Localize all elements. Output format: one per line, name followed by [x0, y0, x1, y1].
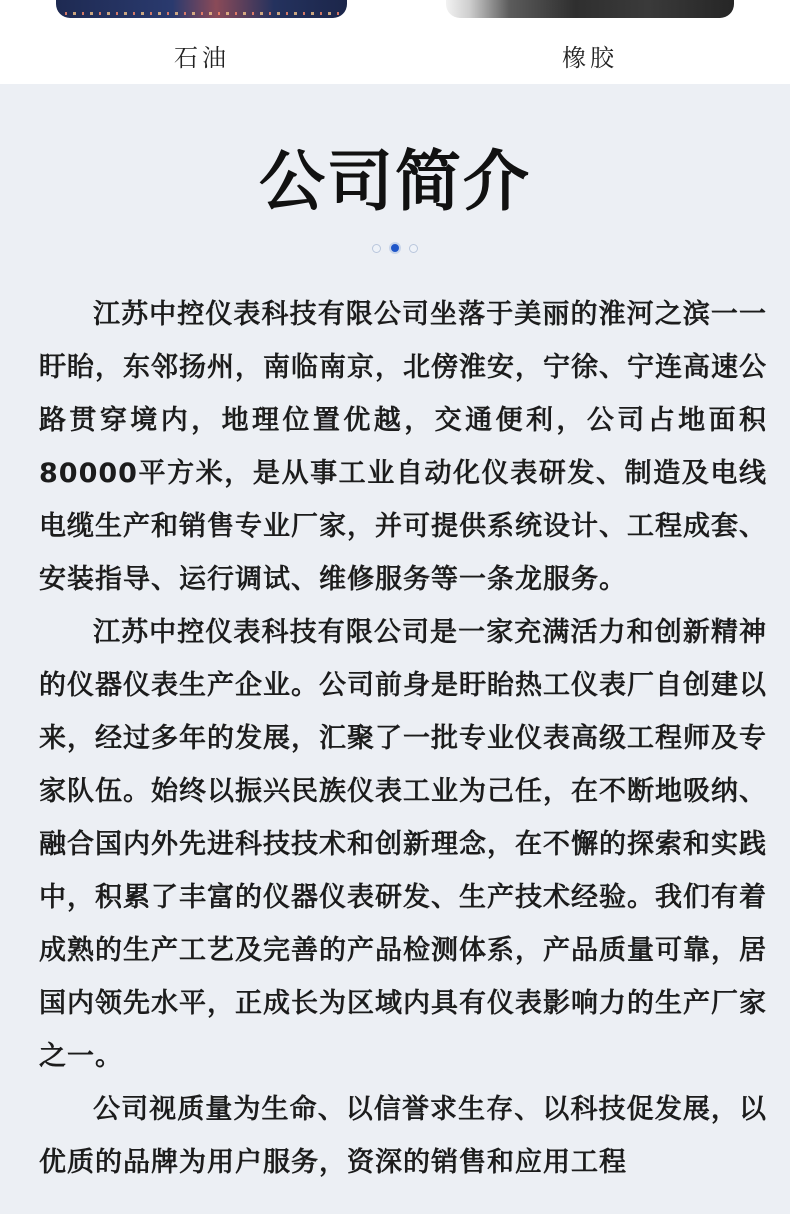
- intro-paragraph-2: 江苏中控仪表科技有限公司是一家充满活力和创新精神的仪器仪表生产企业。公司前身是盱眙热工仪表厂自创建以来，经过多年的发展，汇聚了一批专业仪表高级工程师及专家队伍。始终以振兴民族仪表工业为己任，在不断地吸纳、融合国内外先进科技技术和创新理念，在不懈的探索和实践中，积累了丰富的仪器仪表研发、生产技术经验。我们有着成熟的生产工艺及完善的产品检测体系，产品质量可靠，居国内领先水平，正成长为区域内具有仪表影响力的生产厂家之一。: [39, 617, 767, 1072]
- intro-paragraph-1: 江苏中控仪表科技有限公司坐落于美丽的淮河之滨一一盱眙，东邻扬州，南临南京，北傍淮安，宁徐、宁连高速公路贯穿境内，地理位置优越，交通便利，公司占地面积80000平方米，是从事工业自动化仪表研发、制造及电线电缆生产和销售专业厂家，并可提供系统设计、工程成套、安装指导、运行调试、维修服务等一条龙服务。: [39, 299, 767, 595]
- oil-category-label[interactable]: 石油: [174, 44, 230, 72]
- section-title: 公司简介: [259, 143, 531, 220]
- company-intro: [39, 288, 767, 1189]
- oil-category-image[interactable]: [56, 0, 347, 18]
- category-strip: [0, 0, 790, 84]
- rubber-category-label[interactable]: 橡胶: [562, 44, 618, 72]
- intro-paragraph-3: 公司视质量为生命、以信誉求生存、以科技促发展，以优质的品牌为用户服务，资深的销售和应用工程: [39, 1094, 767, 1178]
- carousel-dot-1[interactable]: [372, 244, 381, 253]
- rubber-category-image[interactable]: [446, 0, 734, 18]
- carousel-dot-3[interactable]: [409, 244, 418, 253]
- carousel-indicator: [0, 241, 790, 255]
- carousel-dot-2-active[interactable]: [389, 242, 401, 254]
